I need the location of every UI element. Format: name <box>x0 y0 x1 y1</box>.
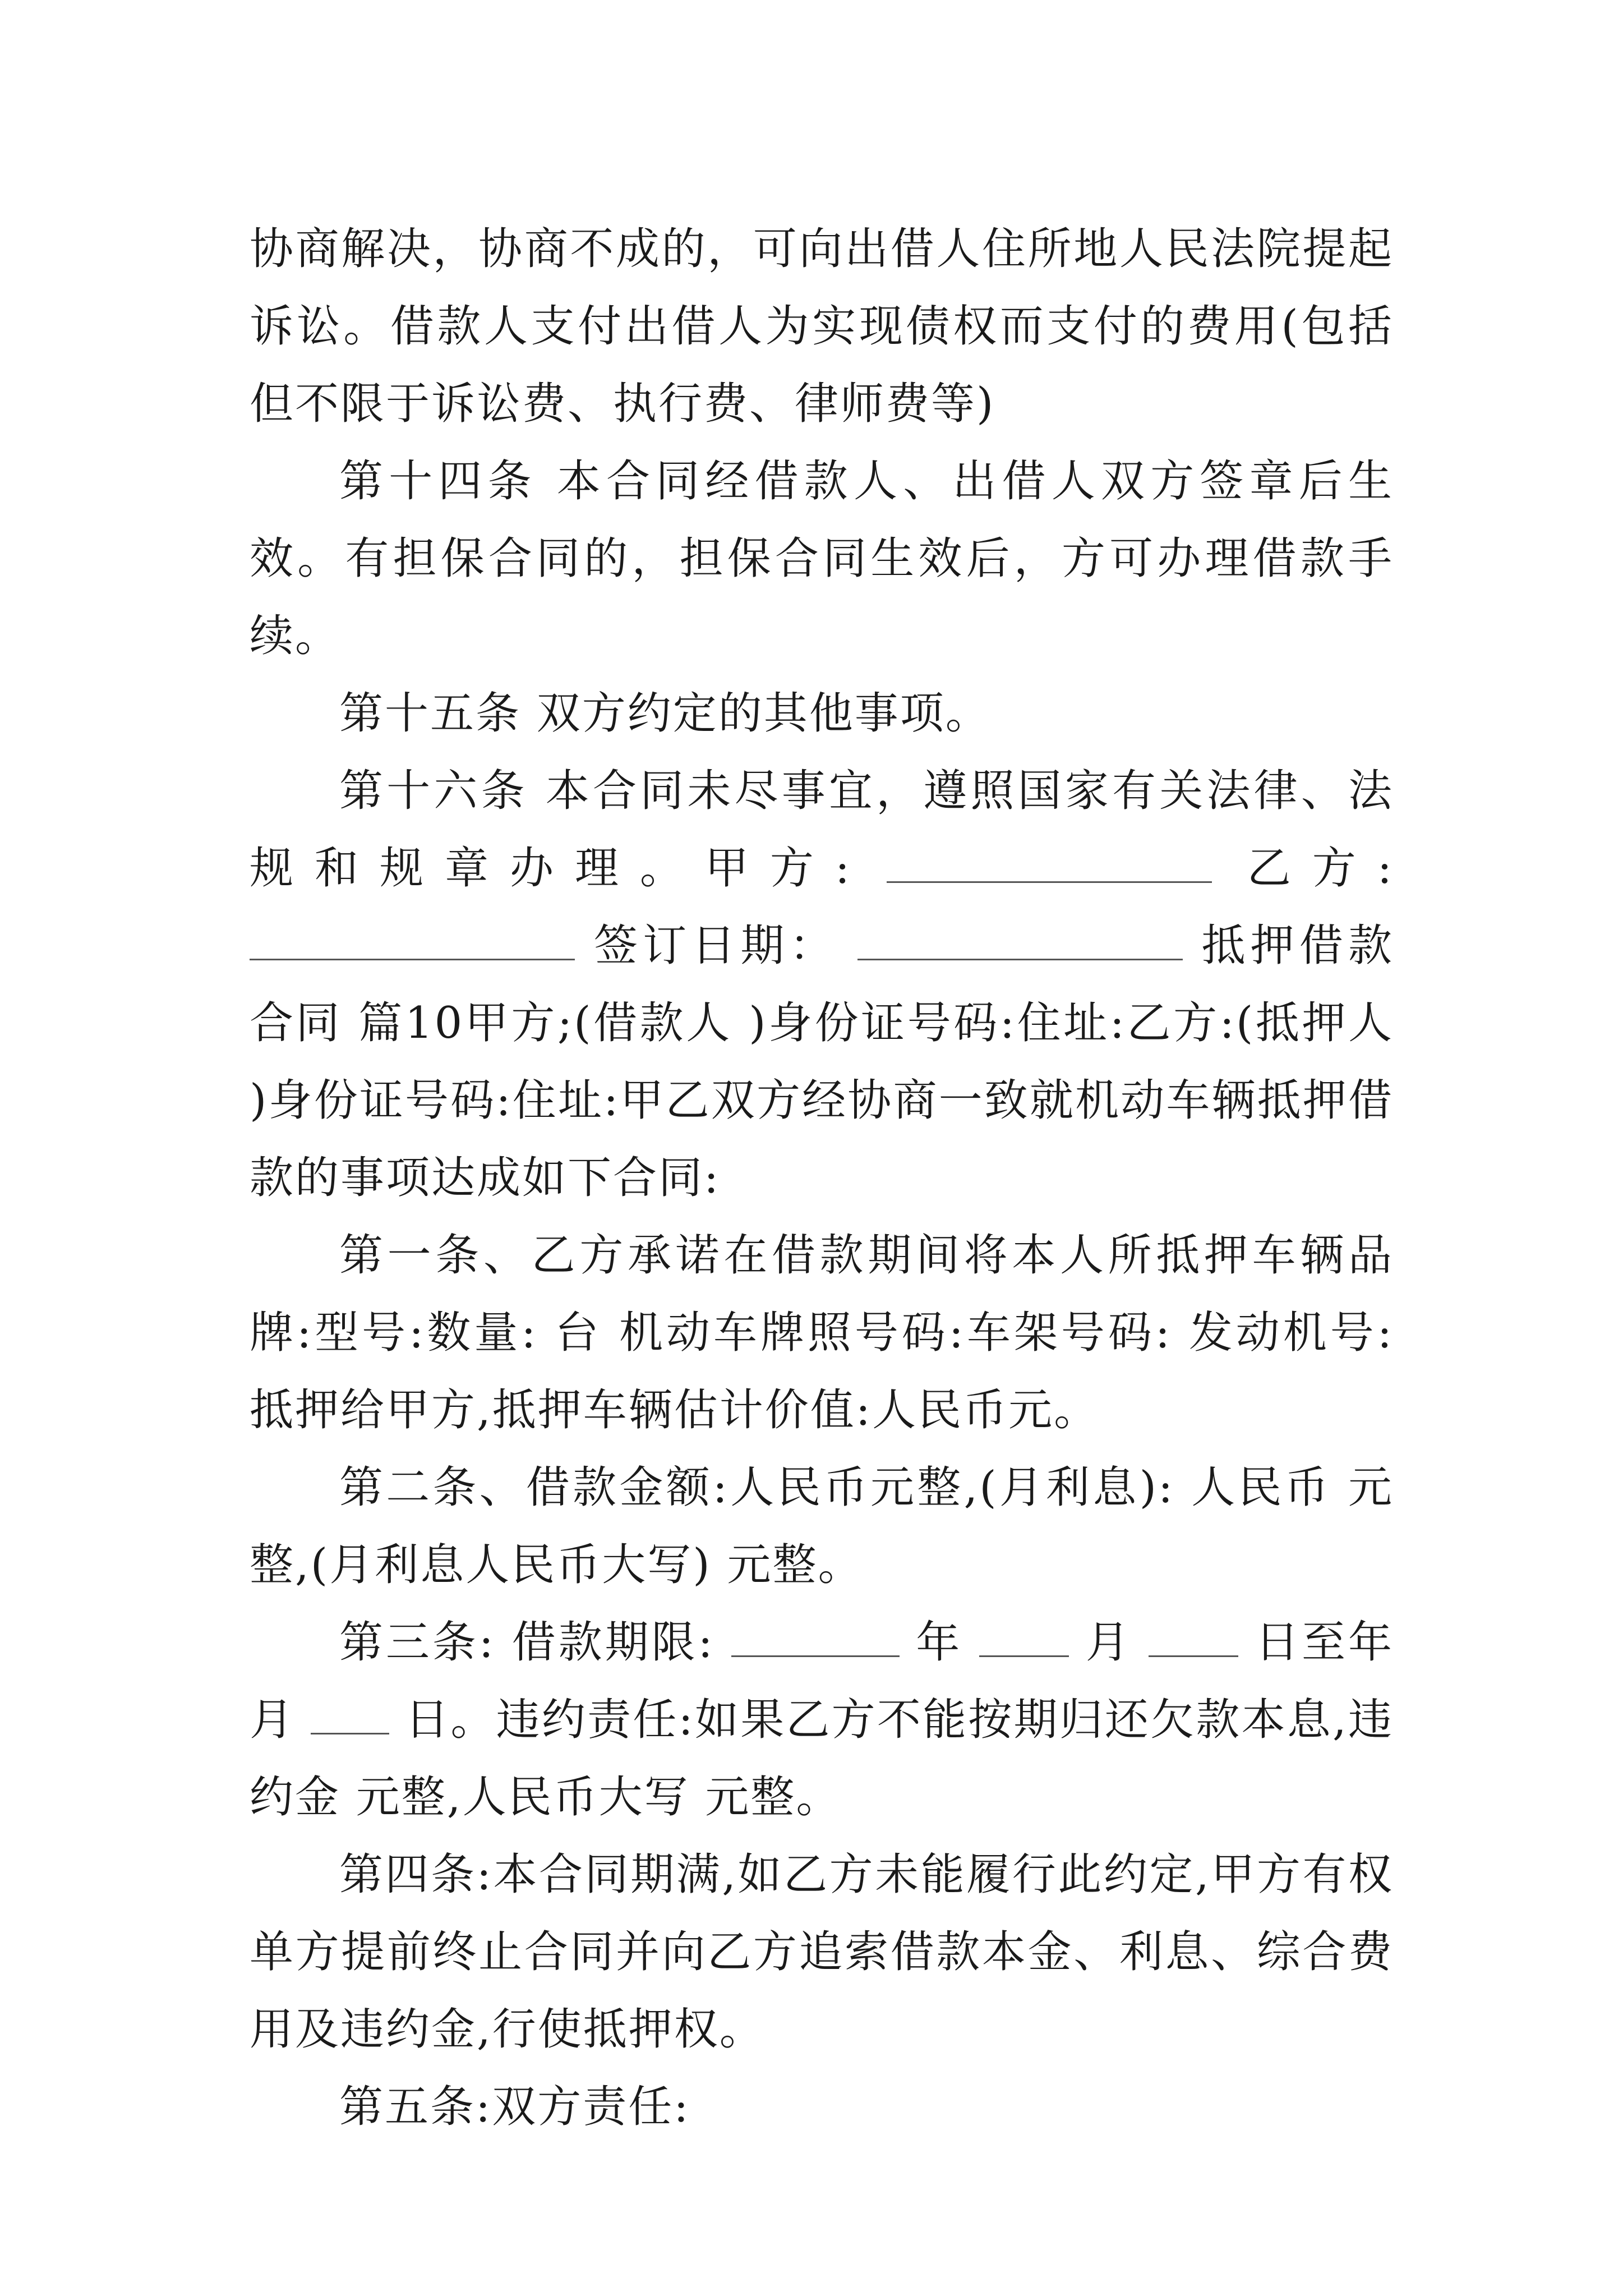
party-b-blank <box>250 919 575 960</box>
paragraph-text: 第十六条 本合同未尽事宜，遵照国家有关法律、法规和规章办理。甲方: <box>250 766 1394 894</box>
paragraph-text: 第二条、借款金额:人民币元整,(月利息): 人民币 元整,(月利息人民币大写) 元整。 <box>250 1462 1394 1590</box>
paragraph-text: 日至年月 <box>250 1617 1394 1745</box>
paragraph-text: 乙方: <box>1247 843 1394 894</box>
month-blank <box>979 1616 1069 1657</box>
end-day-blank <box>311 1694 389 1734</box>
paragraph-text: 第一条、乙方承诺在借款期间将本人所抵押车辆品牌:型号:数量: 台 机动车牌照号码:车架号码: 发动机号:抵押给甲方,抵押车辆估计价值:人民币元。 <box>250 1230 1394 1435</box>
paragraph-article-1 <box>250 1217 1394 1449</box>
paragraph-text: 抵押借款合同 篇10甲方;(借款人 )身份证号码:住址:乙方:(抵押人 )身份证号码:住址:甲乙双方经协商一致就机动车辆抵押借款的事项达成如下合同: <box>250 921 1394 1203</box>
paragraph-article-14 <box>250 443 1394 675</box>
paragraph-article-3 <box>250 1604 1394 1836</box>
paragraph-text: 第十四条 本合同经借款人、出借人双方签章后生效。有担保合同的，担保合同生效后，方可办理借款手续。 <box>250 456 1394 661</box>
paragraph-article-15 <box>250 675 1394 752</box>
paragraph-article-16 <box>250 752 1394 1217</box>
document-body <box>250 210 1394 2146</box>
paragraph-text: 日。违约责任:如果乙方不能按期归还欠款本息,违约金 元整,人民币大写 元整。 <box>250 1695 1394 1823</box>
paragraph-article-4 <box>250 1836 1394 2068</box>
day-blank <box>1149 1616 1238 1657</box>
paragraph-text: 第三条: 借款期限: <box>339 1617 714 1668</box>
paragraph-text: 第十五条 双方约定的其他事项。 <box>339 688 991 739</box>
paragraph-dispute-resolution <box>250 210 1394 443</box>
paragraph-article-5 <box>250 2068 1394 2146</box>
sign-date-blank <box>857 919 1183 960</box>
paragraph-text: 第四条:本合同期满,如乙方未能履行此约定,甲方有权单方提前终止合同并向乙方追索借款本金、利息、综合费用及违约金,行使抵押权。 <box>250 1849 1394 2055</box>
paragraph-text: 第五条:双方责任: <box>339 2082 690 2132</box>
paragraph-text: 签订日期： <box>593 921 838 971</box>
loan-term-blank <box>731 1616 900 1657</box>
paragraph-article-2 <box>250 1449 1394 1604</box>
party-a-blank <box>887 842 1212 883</box>
paragraph-text: 月 <box>1085 1617 1132 1668</box>
paragraph-text: 协商解决，协商不成的，可向出借人住所地人民法院提起诉讼。借款人支付出借人为实现债权而支付的费用(包括但不限于诉讼费、执行费、律师费等) <box>250 224 1394 429</box>
paragraph-text: 年 <box>916 1617 963 1668</box>
